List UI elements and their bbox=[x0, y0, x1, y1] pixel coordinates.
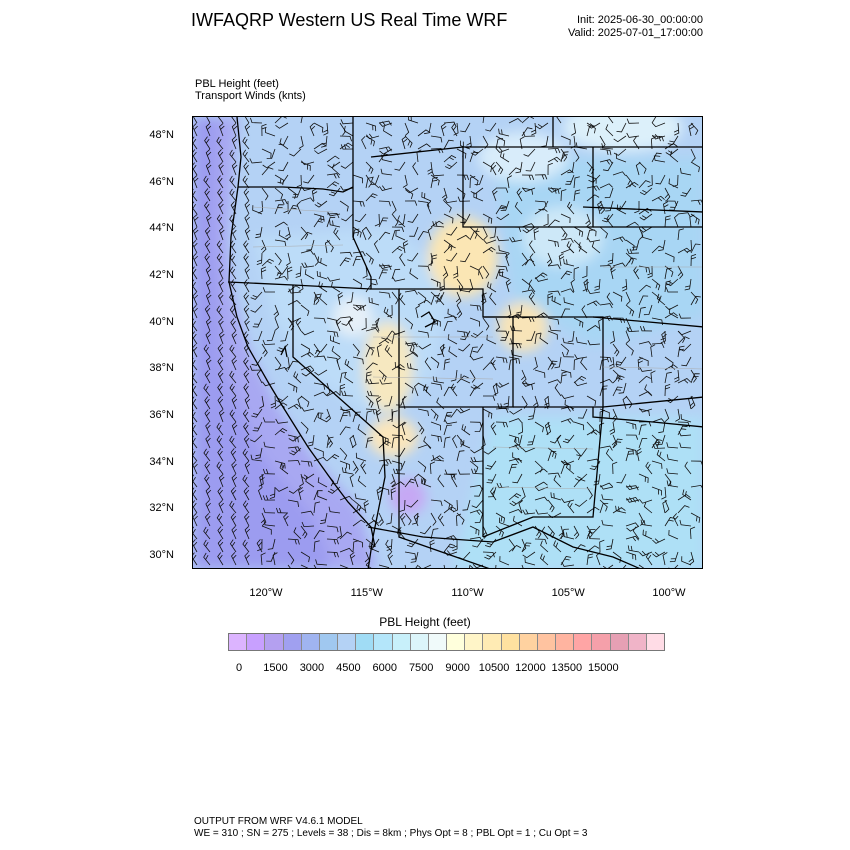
colorbar-label: 0 bbox=[236, 662, 243, 674]
lat-label: 32°N bbox=[149, 502, 174, 515]
colorbar-swatch bbox=[229, 634, 247, 650]
colorbar-label: 4500 bbox=[336, 662, 361, 674]
colorbar-swatch bbox=[338, 634, 356, 650]
colorbar-swatch bbox=[447, 634, 465, 650]
lon-label: 105°W bbox=[551, 587, 585, 599]
colorbar-swatch bbox=[611, 634, 629, 650]
lat-label: 42°N bbox=[149, 269, 174, 281]
lat-label: 38°N bbox=[149, 362, 174, 375]
model-info bbox=[194, 816, 587, 840]
lon-label: 120°W bbox=[249, 587, 283, 599]
colorbar-swatch bbox=[247, 634, 265, 650]
map-plot bbox=[192, 116, 703, 569]
lon-label: 110°W bbox=[451, 587, 484, 599]
colorbar-swatch bbox=[284, 634, 302, 650]
colorbar-swatch bbox=[465, 634, 483, 650]
run-times bbox=[568, 14, 703, 40]
colorbar-label: 10500 bbox=[478, 662, 510, 674]
colorbar-label: 12000 bbox=[515, 662, 546, 674]
colorbar-swatch bbox=[538, 634, 556, 650]
colorbar-swatch bbox=[574, 634, 592, 650]
lat-label: 48°N bbox=[149, 129, 174, 141]
lat-label: 44°N bbox=[149, 222, 174, 235]
colorbar-swatch bbox=[429, 634, 447, 650]
colorbar-swatch bbox=[320, 634, 338, 650]
colorbar-swatch bbox=[302, 634, 320, 650]
map-title: IWFAQRP Western US Real Time WRF bbox=[191, 10, 508, 30]
colorbar-swatch bbox=[356, 634, 374, 650]
colorbar-swatch bbox=[374, 634, 392, 650]
colorbar-label: 7500 bbox=[408, 662, 434, 674]
colorbar-swatch bbox=[483, 634, 501, 650]
colorbar-swatch bbox=[647, 634, 664, 650]
lon-label: 100°W bbox=[652, 587, 686, 599]
colorbar-swatch bbox=[265, 634, 283, 650]
colorbar bbox=[228, 633, 665, 651]
field-description bbox=[195, 78, 306, 102]
lat-label: 30°N bbox=[149, 549, 174, 561]
colorbar-swatch bbox=[411, 634, 429, 650]
colorbar-swatch bbox=[502, 634, 520, 650]
lat-label: 40°N bbox=[149, 315, 174, 328]
colorbar-swatch bbox=[393, 634, 411, 650]
lat-label: 36°N bbox=[149, 409, 174, 421]
lon-label: 115°W bbox=[350, 587, 383, 599]
colorbar-swatch bbox=[520, 634, 538, 650]
colorbar-swatch bbox=[556, 634, 574, 650]
colorbar-label: 6000 bbox=[372, 662, 397, 674]
colorbar-label: 3000 bbox=[299, 662, 325, 674]
colorbar-swatch bbox=[629, 634, 647, 650]
colorbar-label: 1500 bbox=[263, 662, 288, 674]
valid-time: Valid: 2025-07-01_17:00:00 bbox=[568, 27, 703, 39]
colorbar-swatch bbox=[592, 634, 610, 650]
model-settings: WE = 310 ; SN = 275 ; Levels = 38 ; Dis = 8km ; Phys Opt = 8 ; PBL Opt = 1 ; Cu Opt = 3 bbox=[194, 828, 588, 839]
lat-label: 46°N bbox=[149, 175, 174, 188]
model-version: OUTPUT FROM WRF V4.6.1 MODEL bbox=[194, 816, 363, 827]
field-line-winds: Transport Winds (knts) bbox=[195, 90, 306, 102]
colorbar-title: PBL Height (feet) bbox=[379, 615, 471, 629]
init-time: Init: 2025-06-30_00:00:00 bbox=[577, 14, 703, 26]
colorbar-label: 9000 bbox=[445, 662, 470, 674]
lat-label: 34°N bbox=[149, 455, 174, 468]
colorbar-label: 15000 bbox=[587, 662, 619, 674]
field-line-pbl: PBL Height (feet) bbox=[195, 78, 279, 90]
colorbar-label: 13500 bbox=[551, 662, 583, 674]
